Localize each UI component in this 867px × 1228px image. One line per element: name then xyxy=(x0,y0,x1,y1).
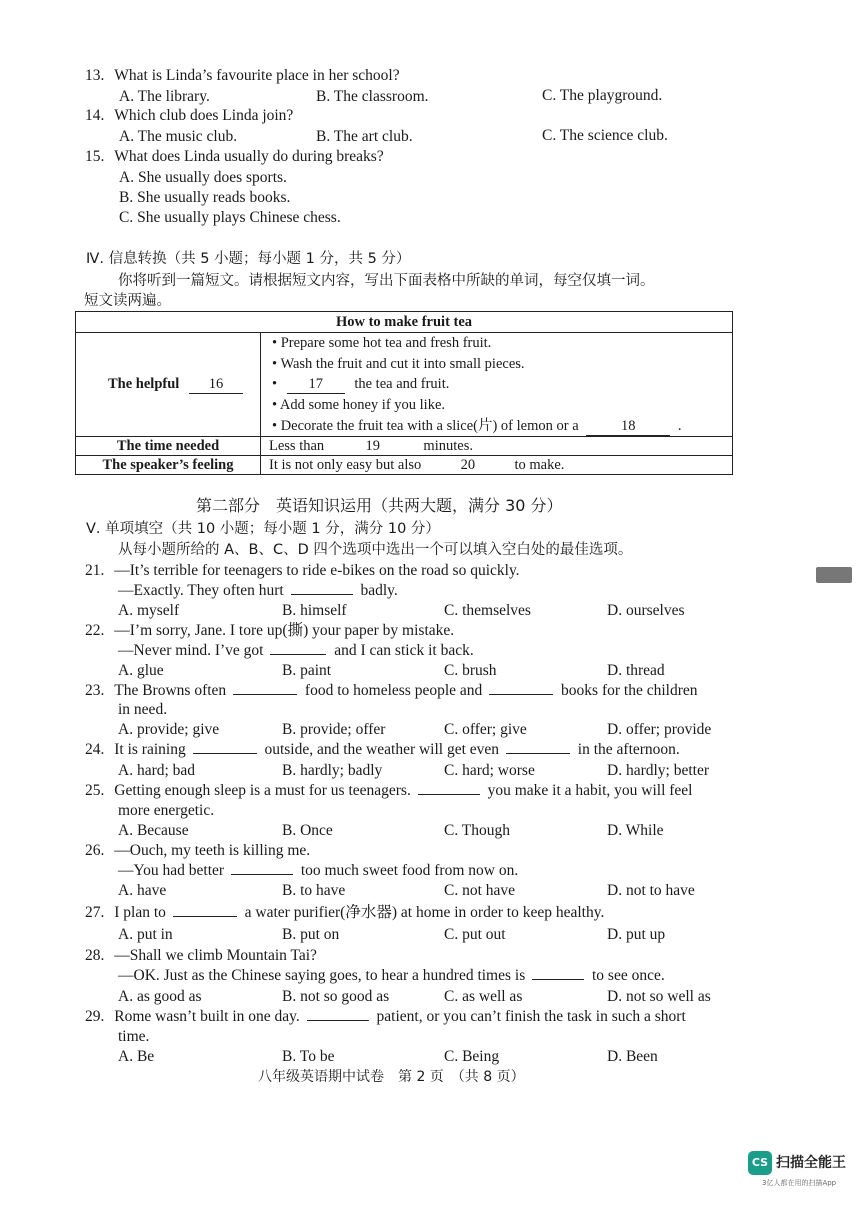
option-21c: C. themselves xyxy=(444,602,531,619)
option-26d: D. not to have xyxy=(607,882,695,899)
option-14c: C. The science club. xyxy=(542,127,668,144)
option-14b: B. The art club. xyxy=(316,128,413,145)
row-label-helpful xyxy=(108,374,243,394)
option-21a: A. myself xyxy=(118,602,180,619)
option-27c: C. put out xyxy=(444,926,506,943)
section-4-heading: Ⅳ. 信息转换（共 5 小题；每小题 1 分，共 5 分） xyxy=(86,251,411,267)
question-stem: What is Linda’s favourite place in her school? xyxy=(114,67,400,84)
question-stem: Which club does Linda join? xyxy=(114,107,294,124)
option-28d: D. not so well as xyxy=(607,988,711,1005)
option-27d: D. put up xyxy=(607,926,666,943)
blank-23b[interactable] xyxy=(489,694,553,695)
camscanner-tagline: 3亿人都在用的扫描App xyxy=(762,1179,837,1187)
blank-22[interactable] xyxy=(270,654,326,655)
option-21b: B. himself xyxy=(282,602,347,619)
question-25: 25. Getting enough sleep is a must for us teenagers. you make it a habit, you will feel xyxy=(85,782,693,799)
option-24c: C. hard; worse xyxy=(444,762,535,779)
step-4: • Add some honey if you like. xyxy=(272,397,446,413)
option-25a: A. Because xyxy=(118,822,189,839)
section-5-heading: Ⅴ. 单项填空（共 10 小题；每小题 1 分，满分 10 分） xyxy=(86,521,440,537)
option-29d: D. Been xyxy=(607,1048,658,1065)
option-28b: B. not so good as xyxy=(282,988,390,1005)
question-stem: What does Linda usually do during breaks? xyxy=(114,148,384,165)
step-1: • Prepare some hot tea and fresh fruit. xyxy=(272,335,492,351)
option-28a: A. as good as xyxy=(118,988,202,1005)
row-label-text: The helpful xyxy=(108,376,180,392)
blank-18[interactable]: 18 xyxy=(586,417,670,436)
blank-16[interactable]: 16 xyxy=(189,375,243,394)
question-25-line2: more energetic. xyxy=(118,802,215,819)
question-number: 14. xyxy=(85,107,105,124)
fruit-tea-table xyxy=(75,311,733,475)
blank-24b[interactable] xyxy=(506,753,570,754)
option-24a: A. hard; bad xyxy=(118,762,196,779)
option-15b: B. She usually reads books. xyxy=(119,189,291,206)
option-25d: D. While xyxy=(607,822,664,839)
blank-28[interactable] xyxy=(532,979,584,980)
option-28c: C. as well as xyxy=(444,988,523,1005)
step-3: • 17 the tea and fruit. xyxy=(272,376,450,392)
question-13 xyxy=(85,66,400,86)
question-27: 27. I plan to a water purifier(净水器) at home in order to keep healthy. xyxy=(85,904,605,921)
option-25b: B. Once xyxy=(282,822,333,839)
question-21-line2: —Exactly. They often hurt badly. xyxy=(118,582,398,599)
question-29: 29. Rome wasn’t built in one day. patient, or you can’t finish the task in such a short xyxy=(85,1008,686,1025)
part-2-heading: 第二部分 英语知识运用（共两大题，满分 30 分） xyxy=(196,496,563,515)
option-29c: C. Being xyxy=(444,1048,500,1065)
question-24: 24. It is raining outside, and the weather will get even in the afternoon. xyxy=(85,741,680,758)
option-24b: B. hardly; badly xyxy=(282,762,383,779)
row-label-time: The time needed xyxy=(116,438,220,454)
question-number: 15. xyxy=(85,148,105,165)
option-22d: D. thread xyxy=(607,662,665,679)
option-26a: A. have xyxy=(118,882,167,899)
option-27a: A. put in xyxy=(118,926,173,943)
question-28-line2: —OK. Just as the Chinese saying goes, to hear a hundred times is to see once. xyxy=(118,967,665,984)
question-28: 28. —Shall we climb Mountain Tai? xyxy=(85,947,317,964)
section-5-instruction: 从每小题所给的 A、B、C、D 四个选项中选出一个可以填入空白处的最佳选项。 xyxy=(118,542,633,558)
camscanner-logo-icon: CS xyxy=(748,1151,772,1175)
page-footer: 八年级英语期中试卷 第 2 页 （共 8 页） xyxy=(258,1069,525,1085)
option-23a: A. provide; give xyxy=(118,721,220,738)
option-27b: B. put on xyxy=(282,926,340,943)
option-23d: D. offer; provide xyxy=(607,721,712,738)
blank-23a[interactable] xyxy=(233,694,297,695)
step-5: • Decorate the fruit tea with a slice(片) of lemon or a 18 . xyxy=(272,418,682,434)
camscanner-name: 扫描全能王 xyxy=(776,1155,846,1171)
section-4-instruction-cont: 短文读两遍。 xyxy=(84,293,171,309)
blank-25[interactable] xyxy=(418,794,480,795)
option-24d: D. hardly; better xyxy=(607,762,710,779)
option-13b: B. The classroom. xyxy=(316,88,429,105)
option-23b: B. provide; offer xyxy=(282,721,386,738)
time-cell: Less than 19 minutes. xyxy=(269,438,473,454)
step-2: • Wash the fruit and cut it into small pieces. xyxy=(272,356,525,372)
question-22-line2: —Never mind. I’ve got and I can stick it back. xyxy=(118,642,474,659)
option-22b: B. paint xyxy=(282,662,332,679)
question-14 xyxy=(85,106,293,126)
steps-cell xyxy=(260,332,732,436)
option-14a: A. The music club. xyxy=(119,128,238,145)
blank-27[interactable] xyxy=(173,916,237,917)
option-26c: C. not have xyxy=(444,882,516,899)
option-25c: C. Though xyxy=(444,822,511,839)
option-21d: D. ourselves xyxy=(607,602,685,619)
question-15 xyxy=(85,147,384,167)
section-4-instruction: 你将听到一篇短文。请根据短文内容，写出下面表格中所缺的单词，每空仅填一词。 xyxy=(118,273,655,289)
question-23: 23. The Browns often food to homeless people and books for the children xyxy=(85,682,698,699)
option-26b: B. to have xyxy=(282,882,346,899)
question-22: 22. —I’m sorry, Jane. I tore up(撕) your paper by mistake. xyxy=(85,622,455,639)
table-title: How to make fruit tea xyxy=(335,314,473,330)
option-15c: C. She usually plays Chinese chess. xyxy=(119,209,341,226)
question-29-line2: time. xyxy=(118,1028,150,1045)
blank-19[interactable]: 19 xyxy=(332,437,414,456)
blank-26[interactable] xyxy=(231,874,293,875)
question-number: 13. xyxy=(85,67,105,84)
feeling-cell: It is not only easy but also 20 to make. xyxy=(269,457,565,473)
option-29a: A. Be xyxy=(118,1048,155,1065)
blank-17[interactable]: 17 xyxy=(287,375,345,394)
question-26: 26. —Ouch, my teeth is killing me. xyxy=(85,842,311,859)
question-23-line2: in need. xyxy=(118,701,168,718)
option-22a: A. glue xyxy=(118,662,164,679)
option-15a: A. She usually does sports. xyxy=(119,169,287,186)
side-tab-marker xyxy=(816,567,852,583)
option-13c: C. The playground. xyxy=(542,87,663,104)
blank-24a[interactable] xyxy=(193,753,257,754)
option-22c: C. brush xyxy=(444,662,497,679)
question-21: 21. —It’s terrible for teenagers to ride e-bikes on the road so quickly. xyxy=(85,562,520,579)
blank-20[interactable]: 20 xyxy=(431,456,505,475)
question-26-line2: —You had better too much sweet food from now on. xyxy=(118,862,519,879)
option-29b: B. To be xyxy=(282,1048,335,1065)
row-label-feeling: The speaker’s feeling xyxy=(102,457,234,473)
blank-29[interactable] xyxy=(307,1020,369,1021)
option-23c: C. offer; give xyxy=(444,721,527,738)
option-13a: A. The library. xyxy=(119,88,210,105)
blank-21[interactable] xyxy=(291,594,353,595)
